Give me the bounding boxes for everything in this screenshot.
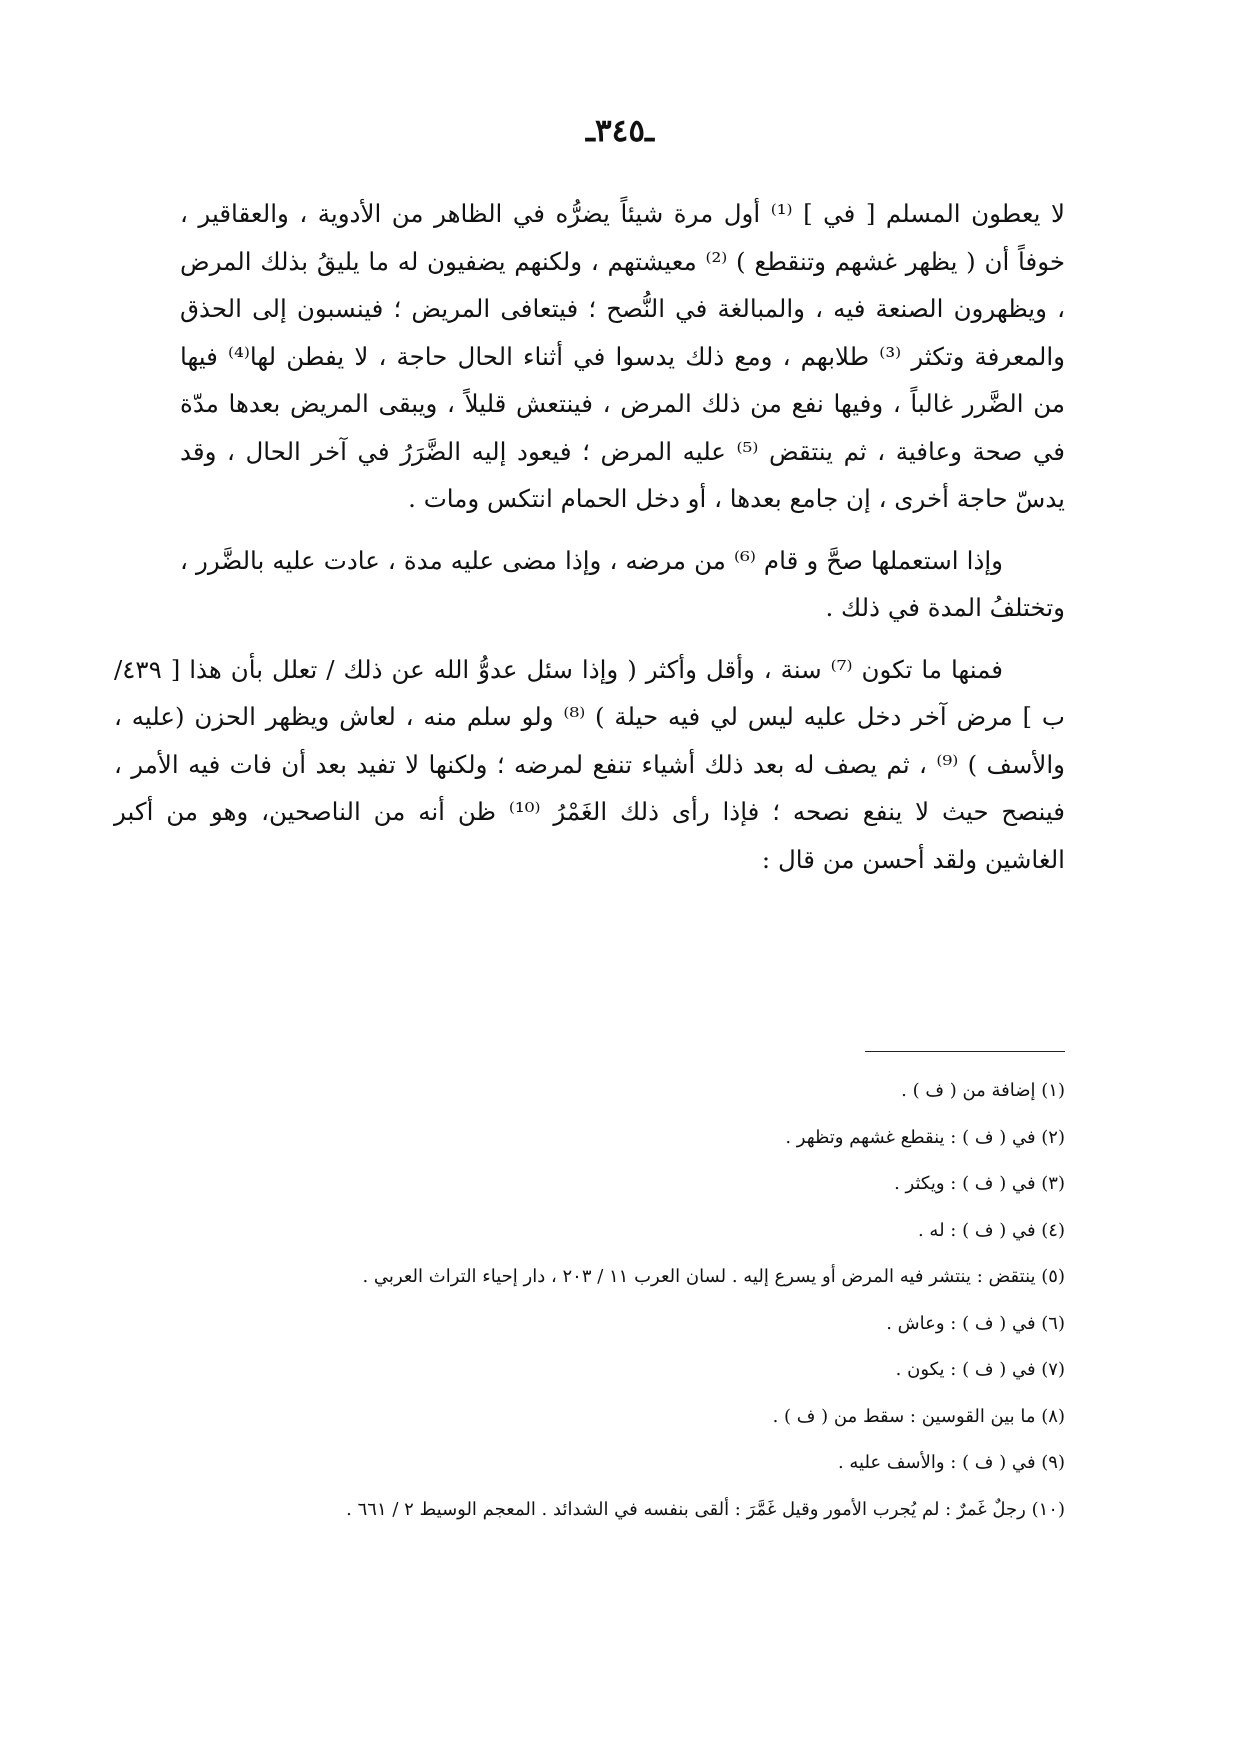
- footnote-divider: [865, 1051, 1065, 1052]
- footnote-5: (٥) ينتقض : ينتشر فيه المرض أو يسرع إليه . لسان العرب ١١ / ٢٠٣ ، دار إحياء التراث العربي .: [362, 1266, 1065, 1287]
- paragraph-3: فمنها ما تكون ⁽⁷⁾ سنة ، وأقل وأكثر ( وإذا سئل عدوُّ الله عن ذلك / تعلل بأن هذا [ ٤٣٩/ ب ] مرض آخر دخل عليه ليس لي فيه حيلة ) ⁽⁸⁾ ولو سلم منه ، لعاش ويظهر الحزن (عليه ، والأسف ) ⁽⁹⁾ ، ثم يصف له بعد ذلك أشياء تنفع لمرضه ؛ ولكنها لا تفيد بعد أن فات فيه الأمر ، فينصح حيث لا ينفع نصحه ؛ فإذا رأى ذلك الغَمْرُ ⁽¹⁰⁾ ظن أنه من الناصحين، وهو من أكبر الغاشين ولقد أحسن من قال :: [114, 654, 1066, 874]
- footnote-6: (٦) في ( ف ) : وعاش .: [886, 1312, 1065, 1334]
- footnote-4: (٤) في ( ف ) : له .: [917, 1219, 1065, 1241]
- paragraph-2: وإذا استعملها صحَّ و قام ⁽⁶⁾ من مرضه ، وإذا مضى عليه مدة ، عادت عليه بالضَّرر ، وتختلفُ المدة في ذلك .: [180, 545, 1065, 622]
- footnote-10: (١٠) رجلٌ غَمرٌ : لم يُجرب الأمور وقيل غَمَّرَ : ألقى بنفسه في الشدائد . المعجم الوسيط ٢ / ٦٦١ .: [346, 1498, 1065, 1520]
- page-number: ـ٣٤٥ـ: [585, 113, 655, 149]
- footnotes-list: [140, 1068, 1065, 1533]
- main-text: [114, 190, 1066, 897]
- footnote-7: (٧) في ( ف ) : يكون .: [895, 1359, 1065, 1380]
- footnote-2: (٢) في ( ف ) : ينقطع غشهم وتظهر .: [785, 1126, 1065, 1148]
- footnote-9: (٩) في ( ف ) : والأسف عليه .: [837, 1452, 1065, 1473]
- footnote-3: (٣) في ( ف ) : ويكثر .: [894, 1173, 1065, 1194]
- footnote-1: (١) إضافة من ( ف ) .: [901, 1080, 1065, 1101]
- footnote-8: (٨) ما بين القوسين : سقط من ( ف ) .: [772, 1405, 1065, 1427]
- paragraph-1: لا يعطون المسلم [ في ] ⁽¹⁾ أول مرة شيئاً يضرُّه في الظاهر من الأدوية ، والعقاقير ، خوفاً أن ( يظهر غشهم وتنقطع ) ⁽²⁾ معيشتهم ، ولكنهم يضفيون له ما يليقُ بذلك المرض ، ويظهرون الصنعة فيه ، والمبالغة في النُّصح ؛ فيتعافى المريض ؛ فينسبون إلى الحذق والمعرفة وتكثر ⁽³⁾ طلابهم ، ومع ذلك يدسوا في أثناء الحال حاجة ، لا يفطن لها⁽⁴⁾ فيها من الضَّرر غالباً ، وفيها نفع من ذلك المرض ، فينتعش قليلاً ، ويبقى المريض بعدها مدّة في صحة وعافية ، ثم ينتقض ⁽⁵⁾ عليه المرض ؛ فيعود إليه الضَّرَرُ في آخر الحال ، وقد يدسّ حاجة أخرى ، إن جامع بعدها ، أو دخل الحمام انتكس ومات .: [180, 199, 1066, 513]
